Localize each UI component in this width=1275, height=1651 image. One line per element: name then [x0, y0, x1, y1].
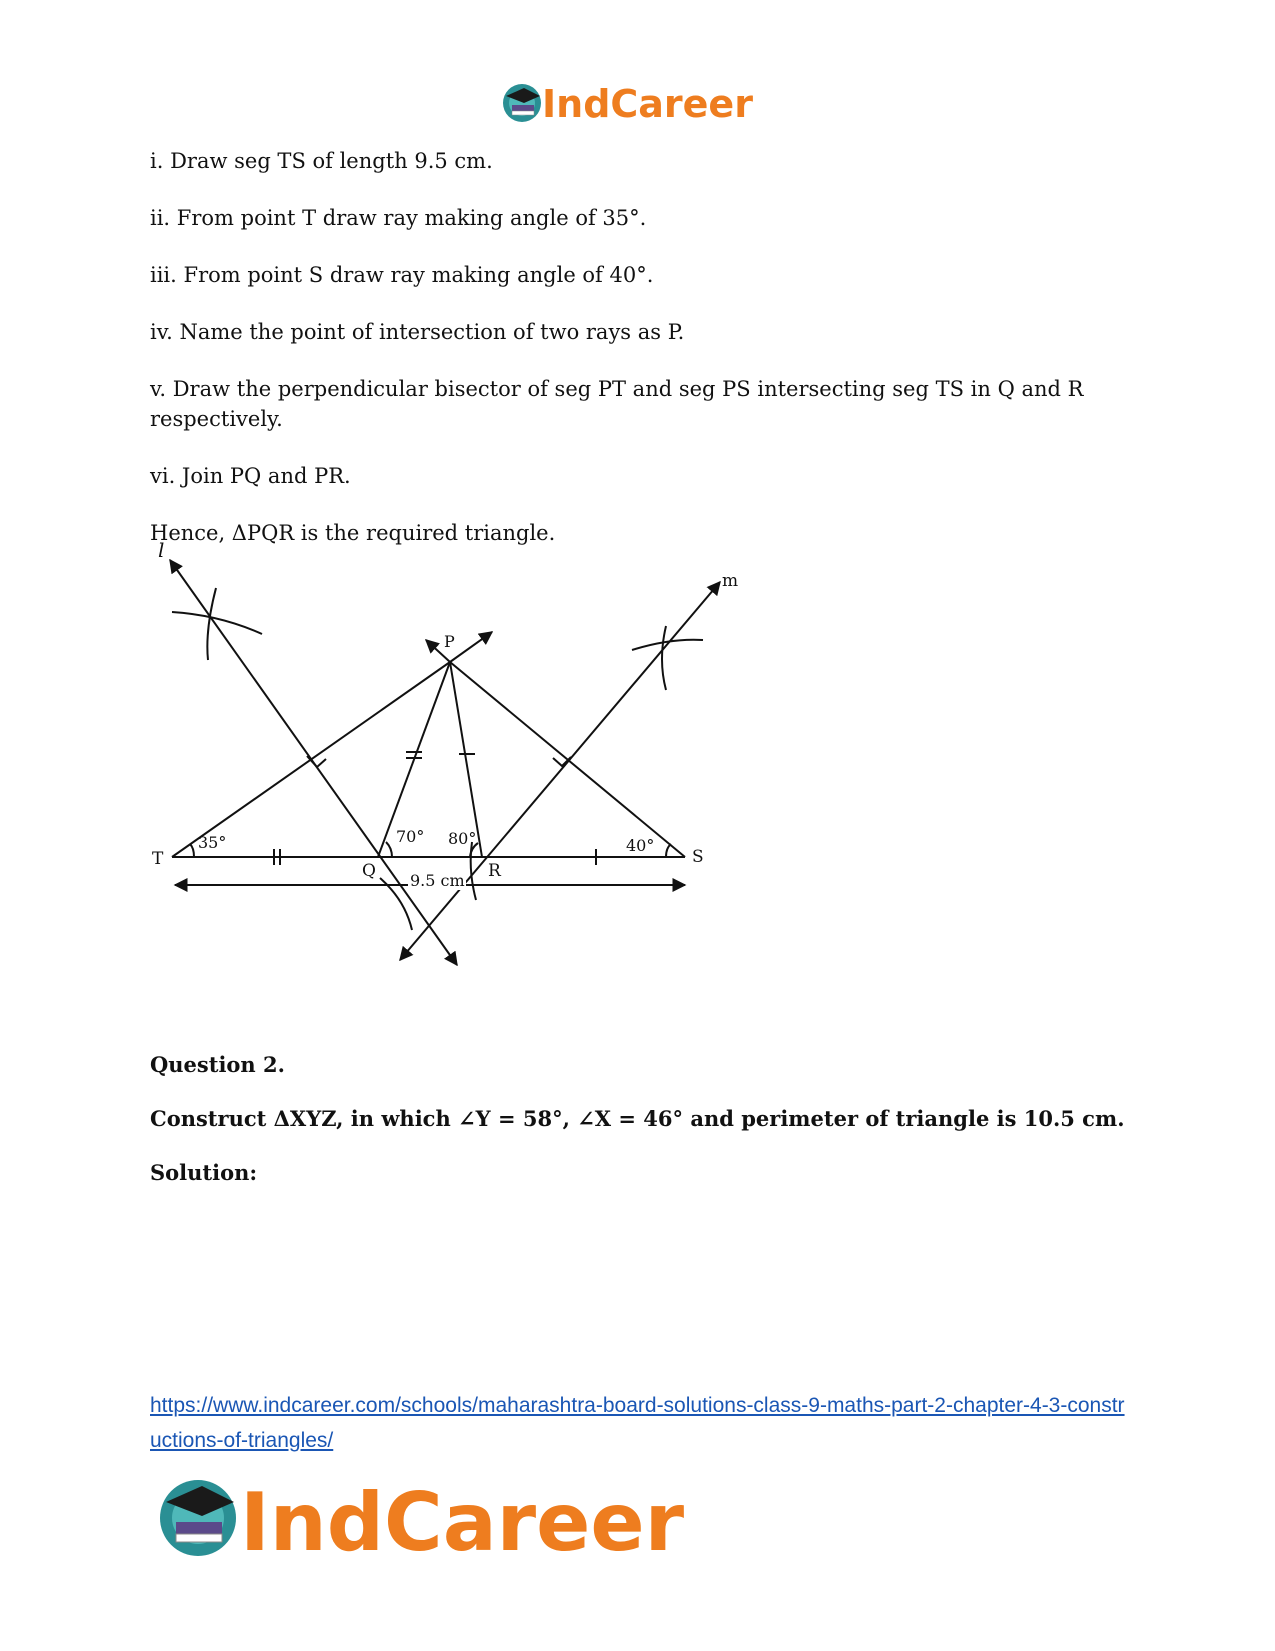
angle-arc-t [190, 844, 194, 857]
label-s: S [692, 847, 704, 867]
step-6: vi. Join PQ and PR. [150, 464, 351, 488]
question-number: Question 2. [150, 1052, 285, 1077]
step-1: i. Draw seg TS of length 9.5 cm. [150, 149, 493, 173]
arc-l-1 [172, 612, 262, 634]
arc-m-2 [662, 626, 666, 690]
label-p: P [444, 632, 455, 651]
step-4: iv. Name the point of intersection of two rays as P. [150, 320, 685, 344]
logo-wordmark-bottom: IndCareer [240, 1476, 685, 1569]
angle-label-t: 35° [198, 833, 227, 852]
graduation-cap-globe-icon [503, 84, 541, 122]
question-text: Construct ΔXYZ, in which ∠Y = 58°, ∠X = 46° and perimeter of triangle is 10.5 cm. [150, 1106, 1125, 1131]
ray-p-extension [450, 632, 492, 662]
logo-wordmark: IndCareer [542, 82, 753, 126]
angle-label-s: 40° [626, 836, 655, 855]
label-q: Q [362, 861, 376, 881]
construction-steps [150, 146, 1150, 575]
label-t: T [152, 849, 164, 869]
label-l: l [158, 538, 165, 562]
angle-arc-q [386, 842, 392, 857]
angle-label-r: 80° [448, 829, 477, 848]
label-m: m [722, 571, 739, 591]
step-5: v. Draw the perpendicular bisector of seg PT and seg PS intersecting seg TS in Q and R respectively. [150, 377, 1084, 431]
solution-label: Solution: [150, 1160, 258, 1185]
graduation-cap-globe-icon [160, 1480, 236, 1556]
length-label: 9.5 cm [410, 871, 465, 890]
step-3: iii. From point S draw ray making angle of 40°. [150, 263, 654, 287]
angle-label-q: 70° [396, 827, 425, 846]
segment-pr [450, 662, 482, 857]
conclusion: Hence, ΔPQR is the required triangle. [150, 521, 556, 545]
indcareer-logo-bottom [158, 1468, 718, 1568]
source-link[interactable]: https://www.indcareer.com/schools/maharashtra-board-solutions-class-9-maths-part-2-chapter-4-3-constructions-of-triangles/ [150, 1394, 1125, 1452]
indcareer-logo-top [500, 78, 780, 128]
construction-figure [150, 538, 790, 1020]
step-2: ii. From point T draw ray making angle of 35°. [150, 206, 647, 230]
label-r: R [488, 861, 501, 881]
angle-arc-s [666, 844, 671, 857]
